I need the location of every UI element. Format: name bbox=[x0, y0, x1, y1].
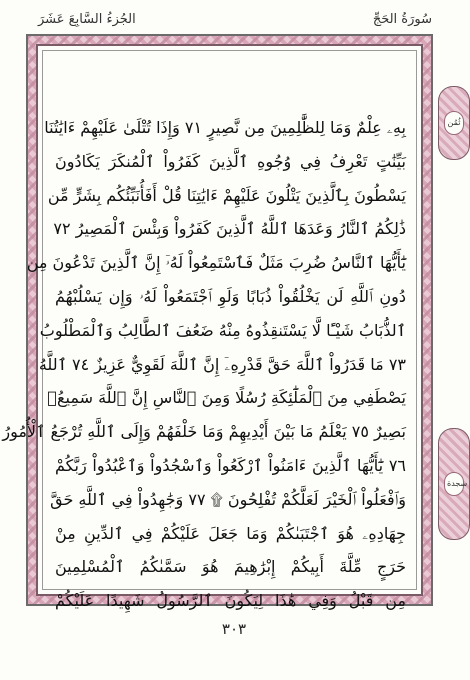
surah-title: سُورَةُ الحَجِّ bbox=[372, 12, 432, 27]
sajda-marker-label: سجدة bbox=[444, 472, 464, 496]
verse-line-5: يَٰٓأَيُّهَا ٱلنَّاسُ ضُرِبَ مَثَلٌ فَٱسْتَمِعُواْ لَهُۥٓ إِنَّ ٱلَّذِينَ تَدْعُونَ مِن bbox=[26, 253, 406, 273]
text-panel bbox=[2, 50, 417, 611]
page-number: ٣٠٣ bbox=[221, 620, 247, 638]
verse-line-2: بَيِّنَٰتٍ تَعْرِفُ فِي وُجُوهِ ٱلَّذِينَ كَفَرُواْ ٱلْمُنكَرَ يَكَادُونَ bbox=[55, 151, 406, 171]
verse-line-15: مِن قَبْلُ وَفِي هَٰذَا لِيَكُونَ ٱلرَّسُولُ شَهِيدًا عَلَيْكُمْ bbox=[55, 591, 406, 611]
verse-line-12: وَٱفْعَلُواْ ٱلْخَيْرَ لَعَلَّكُمْ تُفْلِحُونَ ۩ ٧٧ وَجَٰهِدُواْ فِي ٱللَّهِ حَقَّ bbox=[50, 489, 406, 509]
verse-line-4: ذَٰلِكُمُ ٱلنَّارُ وَعَدَهَا ٱللَّهُ ٱلَّذِينَ كَفَرُواْ وَبِئْسَ ٱلْمَصِيرُ ٧٢ bbox=[53, 219, 406, 239]
juz-title: الجُزءُ السَّابِعَ عَشَرَ bbox=[38, 12, 136, 27]
hizb-marker bbox=[438, 86, 470, 160]
verse-line-7: ٱلذُّبَابُ شَيْـًٔا لَّا يَسْتَنقِذُوهُ مِنْهُ ضَعُفَ ٱلطَّالِبُ وَٱلْمَطْلُوبُ bbox=[39, 320, 406, 340]
verse-line-13: جِهَادِهِۦ هُوَ ٱجْتَبَىٰكُمْ وَمَا جَعَلَ عَلَيْكُمْ فِي ٱلدِّينِ مِنْ bbox=[55, 523, 406, 543]
verse-line-1: بِهِۦ عِلْمٌ وَمَا لِلظَّٰلِمِينَ مِن نَّصِيرٍ ٧١ وَإِذَا تُتْلَىٰ عَلَيْهِمْ ءَايَٰتُنَا bbox=[44, 118, 406, 137]
page-frame bbox=[2, 34, 433, 611]
verse-line-3: يَسْطُونَ بِٱلَّذِينَ يَتْلُونَ عَلَيْهِمْ ءَايَٰتِنَا قُلْ أَفَأُنَبِّئُكُم بِشَرٍّ مِّن bbox=[47, 185, 406, 205]
verse-line-10: بَصِيرٌ ٧٥ يَعْلَمُ مَا بَيْنَ أَيْدِيهِمْ وَمَا خَلْفَهُمْ وَإِلَى ٱللَّهِ تُرْجَعُ ٱلْأُمُورُ bbox=[2, 422, 406, 442]
verse-line-8: ٧٣ مَا قَدَرُواْ ٱللَّهَ حَقَّ قَدْرِهِۦٓ إِنَّ ٱللَّهَ لَقَوِيٌّ عَزِيزٌ ٧٤ ٱللَّهُ bbox=[38, 354, 406, 374]
verse-line-11: ٧٦ يَٰٓأَيُّهَا ٱلَّذِينَ ءَامَنُواْ ٱرْكَعُواْ وَٱسْجُدُواْ وَٱعْبُدُواْ رَبَّكُمْ bbox=[55, 455, 406, 475]
hizb-marker-label: ثُمُن bbox=[444, 111, 464, 135]
verse-text-block bbox=[2, 111, 406, 611]
verse-line-14: حَرَجٍ مِّلَّةَ أَبِيكُمْ إِبْرَٰهِيمَ هُوَ سَمَّىٰكُمُ ٱلْمُسْلِمِينَ bbox=[55, 557, 406, 577]
sajda-marker bbox=[438, 428, 470, 540]
verse-line-6: دُونِ ٱللَّهِ لَن يَخْلُقُواْ ذُبَابًا وَلَوِ ٱجْتَمَعُواْ لَهُۥ وَإِن يَسْلُبْهُمُ bbox=[55, 286, 406, 306]
verse-line-9: يَصْطَفِي مِنَ ٱلْمَلَٰٓئِكَةِ رُسُلًا وَمِنَ ٱلنَّاسِ إِنَّ ٱللَّهَ سَمِيعُۢ bbox=[47, 388, 406, 408]
frame-border bbox=[2, 44, 423, 611]
